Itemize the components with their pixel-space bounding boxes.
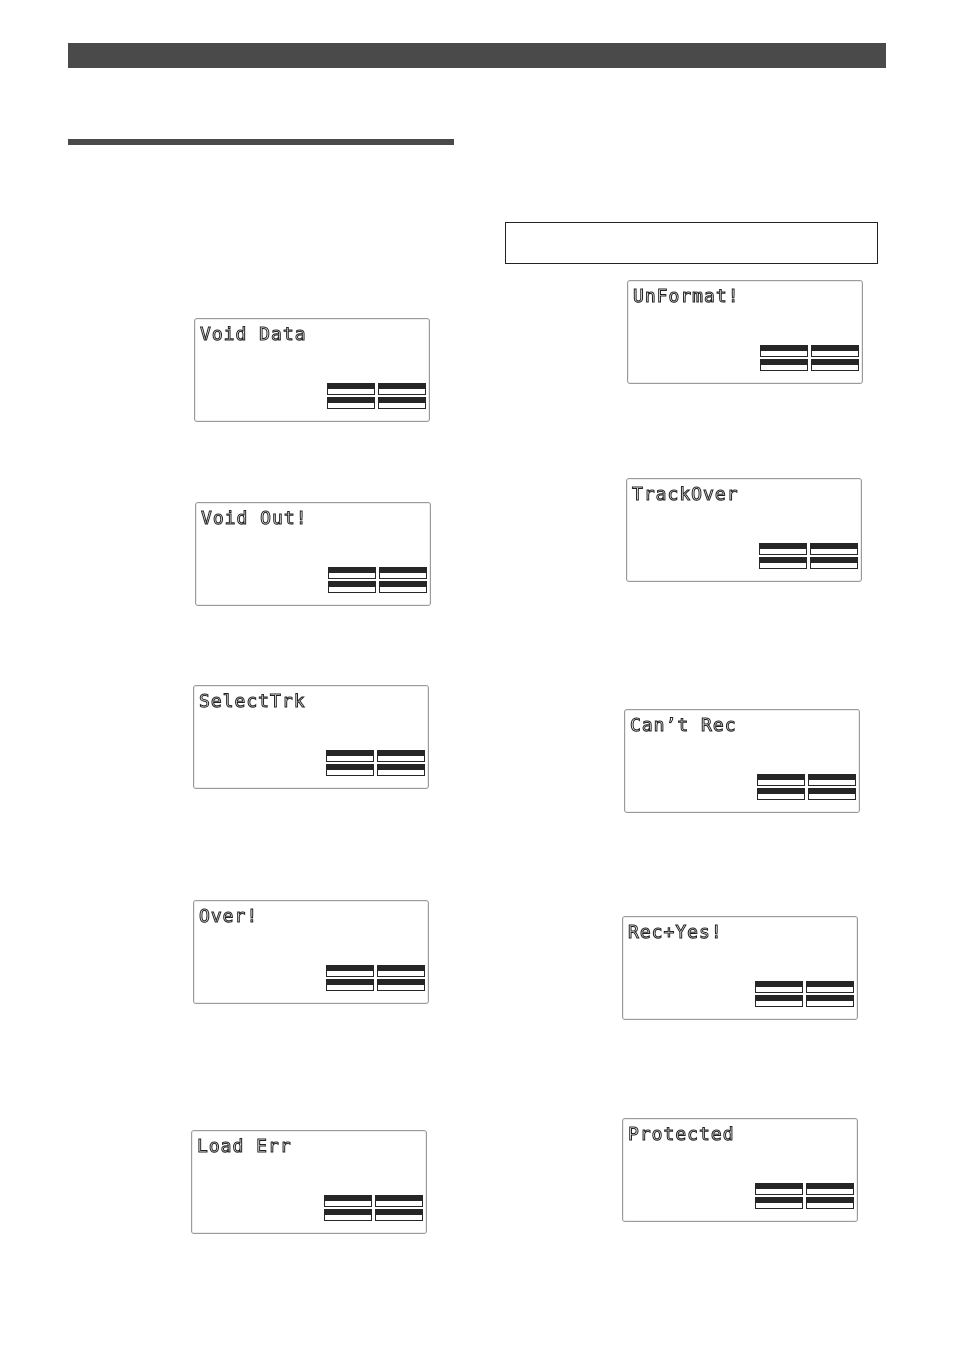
level-meter	[375, 1209, 423, 1221]
level-meter	[377, 979, 425, 991]
level-meter	[806, 1197, 854, 1209]
level-meter	[378, 383, 426, 395]
level-meter	[808, 788, 856, 800]
level-meters	[755, 1183, 854, 1209]
section-rule	[68, 139, 454, 145]
lcd-message: UnFormat!	[633, 286, 740, 307]
level-meters	[757, 774, 856, 800]
lcd-display-over	[193, 900, 429, 1004]
level-meter	[327, 383, 375, 395]
lcd-message: Can’t Rec	[630, 715, 737, 736]
lcd-display-protected	[622, 1118, 858, 1222]
level-meter	[755, 1197, 803, 1209]
level-meter	[324, 1209, 372, 1221]
level-meter	[806, 995, 854, 1007]
level-meter	[811, 359, 859, 371]
header-bar	[68, 43, 886, 68]
level-meter	[377, 965, 425, 977]
lcd-display-track-over	[626, 478, 862, 582]
level-meter	[378, 397, 426, 409]
level-meter	[326, 764, 374, 776]
lcd-message: Over!	[199, 906, 259, 927]
lcd-display-void-data	[194, 318, 430, 422]
level-meter	[375, 1195, 423, 1207]
lcd-message: Load Err	[197, 1136, 292, 1157]
level-meter	[755, 995, 803, 1007]
level-meter	[327, 397, 375, 409]
lcd-message: Void Data	[200, 324, 307, 345]
lcd-display-cant-rec	[624, 709, 860, 813]
level-meter	[755, 981, 803, 993]
level-meter	[377, 750, 425, 762]
level-meter	[806, 981, 854, 993]
level-meter	[379, 567, 427, 579]
lcd-display-rec-yes	[622, 916, 858, 1020]
level-meter	[806, 1183, 854, 1195]
level-meter	[324, 1195, 372, 1207]
lcd-display-unformat	[627, 280, 863, 384]
level-meter	[326, 979, 374, 991]
level-meters	[760, 345, 859, 371]
level-meters	[755, 981, 854, 1007]
level-meter	[810, 543, 858, 555]
level-meter	[757, 774, 805, 786]
lcd-display-load-err	[191, 1130, 427, 1234]
level-meter	[808, 774, 856, 786]
level-meter	[377, 764, 425, 776]
note-box	[505, 222, 878, 264]
level-meter	[328, 581, 376, 593]
lcd-message: SelectTrk	[199, 691, 306, 712]
level-meter	[760, 359, 808, 371]
lcd-message: Void Out!	[201, 508, 308, 529]
level-meters	[327, 383, 426, 409]
level-meters	[324, 1195, 423, 1221]
level-meter	[810, 557, 858, 569]
level-meters	[326, 750, 425, 776]
level-meters	[326, 965, 425, 991]
level-meter	[811, 345, 859, 357]
level-meter	[326, 965, 374, 977]
level-meter	[328, 567, 376, 579]
level-meter	[759, 557, 807, 569]
lcd-message: Rec+Yes!	[628, 922, 723, 943]
level-meter	[326, 750, 374, 762]
lcd-message: TrackOver	[632, 484, 739, 505]
level-meter	[757, 788, 805, 800]
level-meter	[755, 1183, 803, 1195]
level-meter	[379, 581, 427, 593]
lcd-display-select-trk	[193, 685, 429, 789]
lcd-message: Protected	[628, 1124, 735, 1145]
lcd-display-void-out	[195, 502, 431, 606]
level-meters	[328, 567, 427, 593]
level-meter	[759, 543, 807, 555]
level-meter	[760, 345, 808, 357]
level-meters	[759, 543, 858, 569]
